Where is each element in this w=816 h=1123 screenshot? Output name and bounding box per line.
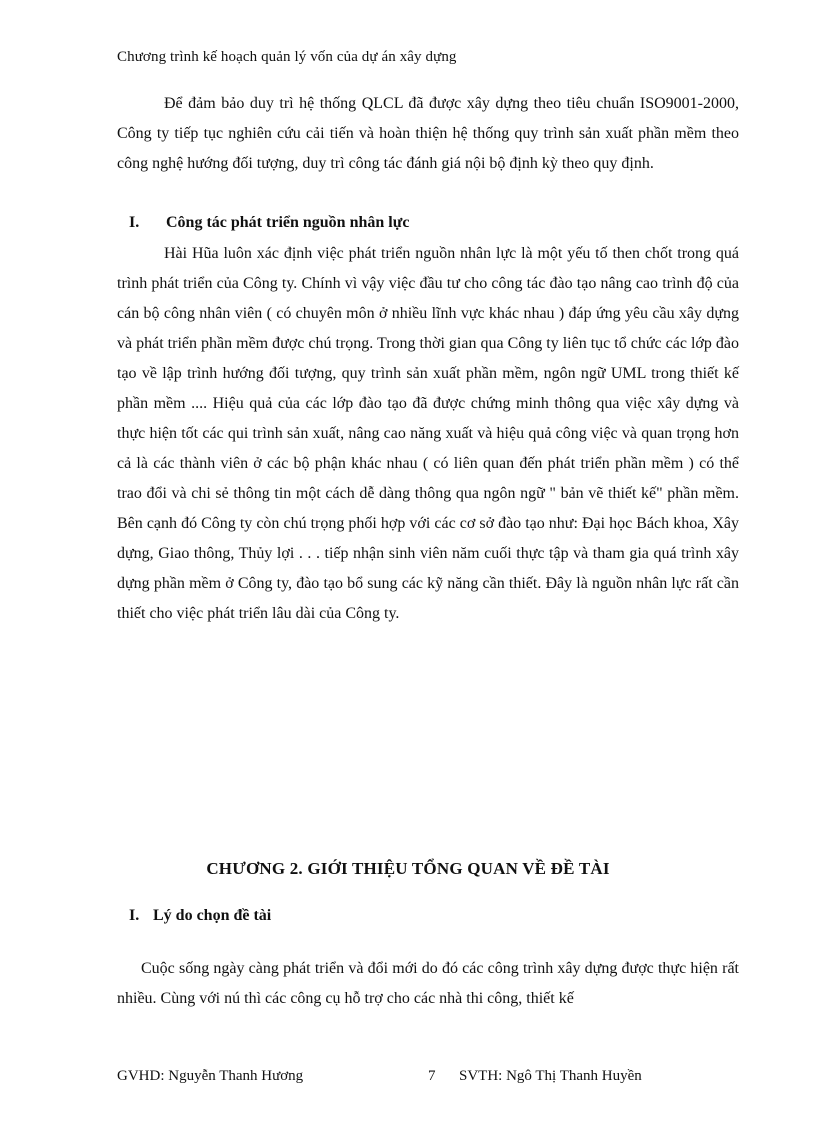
footer-advisor: GVHD: Nguyễn Thanh Hương — [117, 1068, 304, 1084]
section-heading-reason — [129, 907, 271, 925]
intro-paragraph: Để đảm bảo duy trì hệ thống QLCL đã được xây dựng theo tiêu chuẩn ISO9001-2000, Công ty tiếp tục nghiên cứu cải tiến và hoàn thiện hệ thống quy trình sản xuất phần mềm theo công nghệ hướng đối tượng, duy trì công tác đánh giá nội bộ định kỳ theo quy định. — [117, 95, 739, 172]
section-title: Công tác phát triển nguồn nhân lực — [166, 214, 410, 231]
section-number: I. — [129, 907, 140, 924]
section-number: I. — [129, 214, 140, 231]
running-header: Chương trình kế hoạch quản lý vốn của dự án xây dựng — [117, 49, 457, 65]
footer-page-number: 7 — [428, 1068, 436, 1084]
chapter-title: CHƯƠNG 2. GIỚI THIỆU TỔNG QUAN VỀ ĐỀ TÀI — [206, 859, 610, 878]
hr-paragraph: Hài Hũa luôn xác định việc phát triển nguồn nhân lực là một yếu tố then chốt trong quá trình phát triển của Công ty. Chính vì vậy việc đầu tư cho công tác đào tạo nâng cao trình độ của cán bộ công nhân viên ( có chuyên môn ở nhiều lĩnh vực khác nhau ) đáp ứng yêu cầu xây dựng và phát triển phần mềm được chú trọng. Trong thời gian qua Công ty liên tục tổ chức các lớp đào tạo về lập trình hướng đối tượng, quy trình sản xuất phần mềm, ngôn ngữ UML trong thiết kế phần mềm .... Hiệu quả của các lớp đào tạo đã được chứng minh thông qua việc xây dựng và thực hiện tốt các qui trình sản xuất, nâng cao năng xuất và hiệu quả công việc và quan trọng hơn cả là các thành viên ở các bộ phận khác nhau ( có liên quan đến phát triển phần mềm ) có thể trao đổi và chi sẻ thông tin một cách dễ dàng thông qua ngôn ngữ " bản vẽ thiết kế" phần mềm. Bên cạnh đó Công ty còn chú trọng phối hợp với các cơ sở đào tạo như: Đại học Bách khoa, Xây dựng, Giao thông, Thủy lợi . . . tiếp nhận sinh viên năm cuối thực tập và tham gia quá trình xây dựng phần mềm ở Công ty, đào tạo bổ sung các kỹ năng cần thiết. Đây là nguồn nhân lực rất cần thiết cho việc phát triển lâu dài của Công ty. — [117, 245, 739, 622]
footer-student: SVTH: Ngô Thị Thanh Huyền — [459, 1068, 642, 1084]
section-heading-hr — [129, 214, 409, 232]
reason-paragraph: Cuộc sống ngày càng phát triển và đổi mới do đó các công trình xây dựng được thực hiện rất nhiều. Cùng với nú thì các công cụ hỗ trợ cho các nhà thi công, thiết kế — [117, 960, 739, 1007]
section-title: Lý do chọn đề tài — [153, 907, 272, 924]
